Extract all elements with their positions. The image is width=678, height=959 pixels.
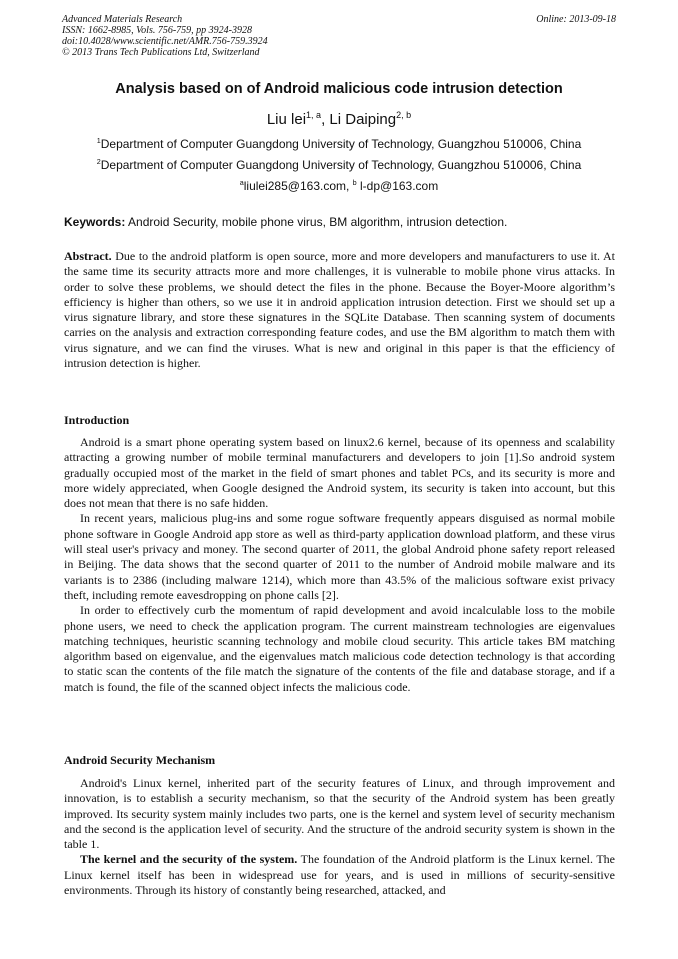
- copyright-line: © 2013 Trans Tech Publications Ltd, Switzerland: [62, 47, 260, 58]
- keywords-text: Android Security, mobile phone virus, BM algorithm, intrusion detection.: [125, 215, 508, 229]
- security-paragraph-2: [64, 852, 615, 898]
- email-b[interactable]: l-dp@163.com: [356, 179, 439, 193]
- affiliation-1-text: Department of Computer Guangdong University of Technology, Guangzhou 510006, China: [100, 137, 582, 151]
- issn-line: ISSN: 1662-8985, Vols. 756-759, pp 3924-3928: [62, 25, 252, 36]
- doi-line[interactable]: doi:10.4028/www.scientific.net/AMR.756-759.3924: [62, 36, 268, 47]
- security-p2-text: The foundation of the Android platform is the Linux kernel. The Linux kernel itself has been in widespread use for years, and is used in millions of security-sensitive environments. Through its history of constantly being researched, attacked, and: [64, 852, 615, 898]
- abstract-label: Abstract.: [64, 249, 112, 263]
- security-body: [64, 776, 615, 898]
- author-2-sup: 2, b: [396, 110, 412, 120]
- security-heading: Android Security Mechanism: [64, 753, 216, 767]
- affiliation-2: [40, 158, 638, 172]
- email-b-sup: b: [352, 178, 357, 187]
- email-line: [40, 179, 638, 193]
- affiliation-1: [40, 137, 638, 151]
- journal-name: Advanced Materials Research: [62, 14, 183, 25]
- affiliation-2-text: Department of Computer Guangdong University of Technology, Guangzhou 510006, China: [100, 158, 582, 172]
- intro-paragraph-3: In order to effectively curb the momentum of rapid development and avoid incalculable loss to the mobile phone users, we need to check the application program. The current mainstream technologies are eigenvalues matching techniques, heuristic scanning technology and mobile cloud security. This article takes BM matching algorithm based on eigenvalue, and the eigenvalues match malicious code detection technology is that according to static scan the contents of the file match the signature of the contents of the file and database storage, and if a match is found, the file of the scanned object infects the malicious code.: [64, 603, 615, 694]
- email-a-sup: a: [239, 178, 244, 187]
- keywords-label: Keywords:: [64, 215, 126, 229]
- journal-header: [62, 14, 268, 58]
- keywords: [64, 215, 616, 229]
- author-1-name: Liu lei: [266, 111, 307, 128]
- abstract: [64, 249, 615, 371]
- abstract-text: Due to the android platform is open source, more and more developers and manufacturers to use it. At the same time its security attracts more and more challenges, it is vulnerable to mobile phone virus attacks. In order to solve these problems, we should detect the files in the phone. Because the Boyer-Moore algorithm’s efficiency is higher than others, so we use it in android application intrusion detection. First we should set up a virus signature library, and store these signatures in the SQLite Database. Then scanning system of documents carries on the analysis and extraction corresponding feature codes, and use the BM algorithm to match them with virus signature, and we can find the viruses. What is new and original in this paper is that the efficiency of intrusion detection is higher.: [64, 249, 615, 371]
- affiliation-2-sup: 2: [96, 157, 101, 166]
- intro-paragraph-2: In recent years, malicious plug-ins and some rogue software frequently appears disguised as normal mobile phone software in Google Android app store as well as third-party application download platform, and these virus will steal user's privacy and money. The second quarter of 2011, the global Android phone safety report released in Beijing. The data shows that the second quarter of 2011 to the number of Android mobile malware and its variants is to 2386 (including malware 1214), which more than 43.5% of the malicious software exist privacy theft, including remote eavesdropping on phone calls [2].: [64, 511, 615, 602]
- email-a[interactable]: liulei285@163.com,: [243, 179, 353, 193]
- author-separator: ,: [321, 111, 330, 128]
- introduction-heading: Introduction: [64, 413, 130, 427]
- intro-paragraph-1: Android is a smart phone operating system based on linux2.6 kernel, because of its openness and scalability attracting a growing number of mobile terminal manufacturers and developers to join [1].So android system gradually occupied most of the market in the field of smart phones and tablet PCs, and its security is more and more widely appreciated, when Google designed the Android system, its security is taken into account, but this does not mean that there is no safe hidden.: [64, 435, 615, 511]
- author-2-name: Li Daiping: [329, 111, 397, 128]
- security-paragraph-1: Android's Linux kernel, inherited part of the security features of Linux, and through improvement and innovation, is to establish a security mechanism, so that the security of the Android system has been greatly improved. Its security system mainly includes two parts, one is the kernel and system level of security mechanism and the second is the application level of security. And the structure of the android security system is shown in the table 1.: [64, 776, 615, 852]
- security-p2-lead: The kernel and the security of the system.: [80, 852, 298, 867]
- author-line: [40, 111, 638, 128]
- introduction-body: [64, 435, 615, 695]
- affiliation-1-sup: 1: [96, 136, 101, 145]
- author-1-sup: 1, a: [306, 110, 322, 120]
- online-date: Online: 2013-09-18: [536, 14, 616, 25]
- paper-title: Analysis based on of Android malicious code intrusion detection: [115, 81, 563, 97]
